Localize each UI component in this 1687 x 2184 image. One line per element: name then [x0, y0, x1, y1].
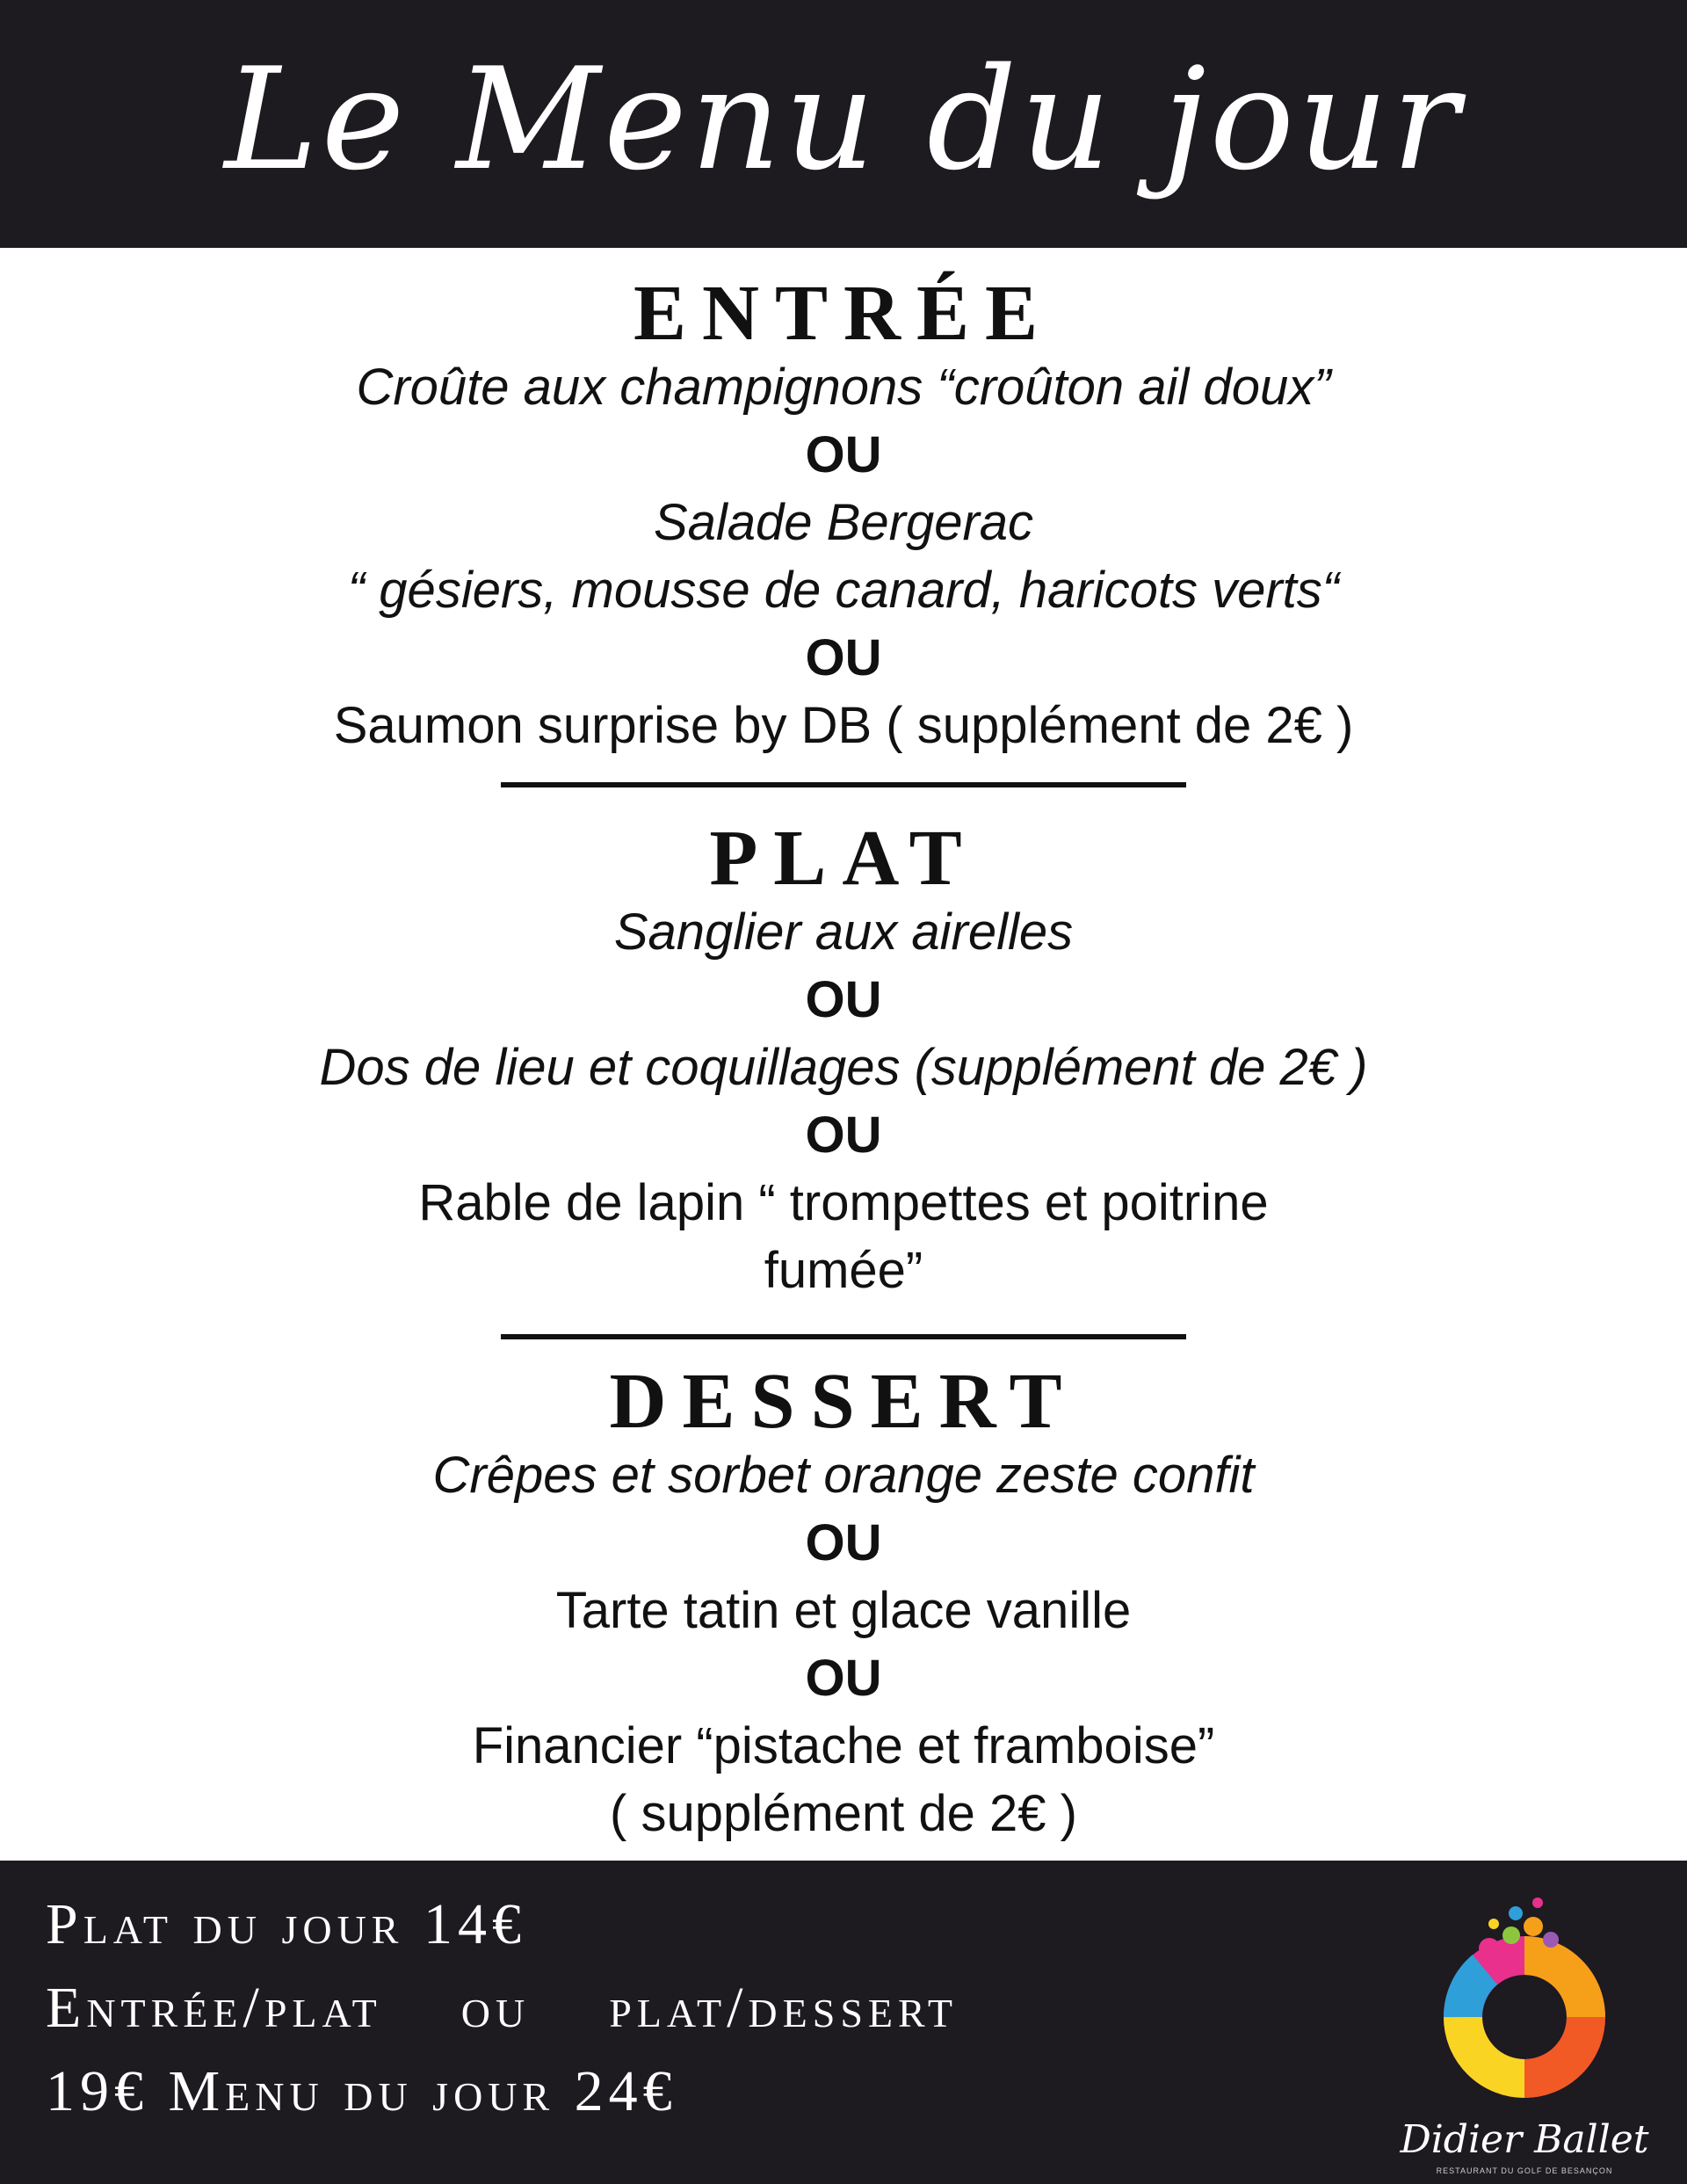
price-line-menu: 19€ Menu du jour 24€	[46, 2059, 677, 2123]
menu-item: Crêpes et sorbet orange zeste confit	[432, 1447, 1255, 1504]
or-separator: OU	[805, 1514, 882, 1571]
menu-content	[0, 248, 1687, 1861]
menu-item: Croûte aux champignons “croûton ail doux”	[356, 359, 1331, 416]
section-dessert	[0, 1358, 1687, 1847]
section-plat	[0, 815, 1687, 1304]
menu-item-continued: fumée”	[764, 1242, 923, 1299]
menu-item: Financier “pistache et framboise”	[472, 1717, 1215, 1774]
menu-item: Sanglier aux airelles	[613, 903, 1074, 961]
or-separator: OU	[805, 1107, 882, 1164]
heading-dessert: DESSERT	[609, 1358, 1078, 1445]
or-separator: OU	[805, 629, 882, 686]
restaurant-logo	[1384, 1887, 1665, 2177]
menu-item: Dos de lieu et coquillages (supplément de 2€ )	[319, 1039, 1368, 1096]
menu-item: Saumon surprise by DB ( supplément de 2€ )	[333, 697, 1354, 754]
section-divider	[501, 782, 1186, 787]
or-separator: OU	[805, 1650, 882, 1707]
menu-item: Salade Bergerac	[653, 494, 1034, 551]
menu-item: Tarte tatin et glace vanille	[555, 1582, 1132, 1639]
or-separator: OU	[805, 971, 882, 1028]
logo-name: Didier Ballet	[1400, 2117, 1649, 2162]
or-separator: OU	[805, 426, 882, 483]
logo-subtext: RESTAURANT DU GOLF DE BESANÇON	[1436, 2166, 1613, 2175]
section-entree	[0, 270, 1687, 759]
price-line-plat-du-jour: Plat du jour 14€	[46, 1892, 526, 1956]
price-footer	[0, 1861, 1687, 2184]
heading-plat: PLAT	[709, 815, 978, 902]
header-banner	[0, 0, 1687, 248]
menu-title: Le Menu du jour	[224, 37, 1463, 201]
menu-item-supplement: ( supplément de 2€ )	[610, 1785, 1077, 1842]
menu-item: Rable de lapin “ trompettes et poitrine	[418, 1174, 1269, 1231]
price-line-formula: Entrée/plat ou plat/dessert	[46, 1976, 959, 2040]
heading-entree: ENTRÉE	[633, 270, 1054, 357]
section-divider	[501, 1334, 1186, 1339]
menu-item-detail: “ gésiers, mousse de canard, haricots verts“	[347, 562, 1340, 619]
